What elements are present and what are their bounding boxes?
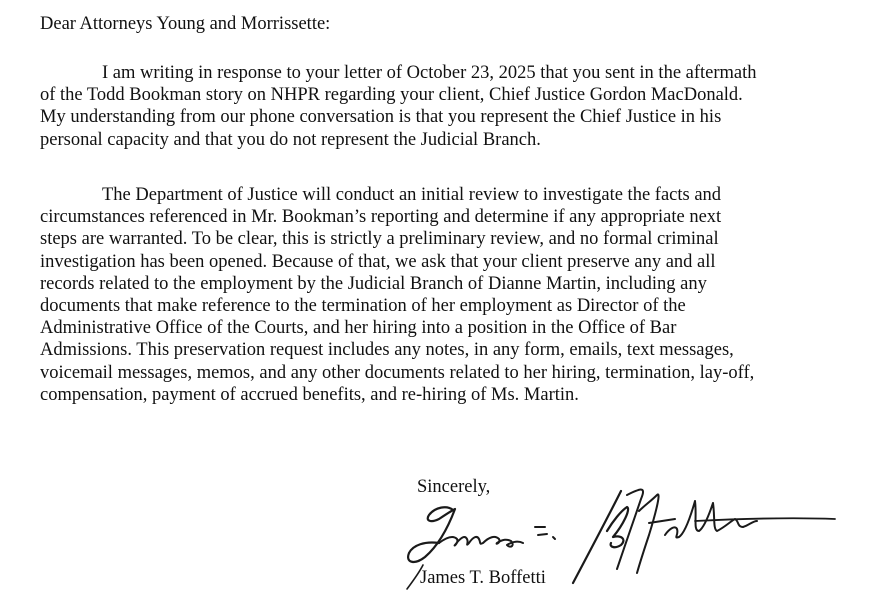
paragraph-1-line-2: of the Todd Bookman story on NHPR regarding your client, Chief Justice Gordon MacDonald. xyxy=(40,85,743,106)
closing: Sincerely, xyxy=(417,477,491,497)
paragraph-2 xyxy=(40,184,860,406)
paragraph-2-line-6: documents that make reference to the termination of her employment as Director of the xyxy=(40,296,686,317)
paragraph-2-line-4: investigation has been opened. Because of that, we ask that your client preserve any and all xyxy=(40,251,716,272)
signature-stroke-ames xyxy=(439,537,523,547)
paragraph-1-line-1: I am writing in response to your letter of October 23, 2025 that you sent in the aftermath xyxy=(102,63,757,83)
signature-stroke-ffetti xyxy=(617,490,757,574)
paragraph-2-line-1: The Department of Justice will conduct an initial review to investigate the facts and xyxy=(102,185,722,205)
paragraph-2-line-7: Administrative Office of the Courts, and her hiring into a position in the Office of Bar xyxy=(40,318,677,339)
signature-stroke-j xyxy=(408,507,455,562)
paragraph-1-line-3: My understanding from our phone conversation is that you represent the Chief Justice in his xyxy=(40,107,722,128)
signature-stroke-underline xyxy=(695,518,835,521)
paragraph-1-line-4: personal capacity and that you do not represent the Judicial Branch. xyxy=(40,129,541,150)
salutation: Dear Attorneys Young and Morrissette: xyxy=(40,14,331,34)
paragraph-2-line-5: records related to the employment by the Judicial Branch of Dianne Martin, including any xyxy=(40,273,707,294)
paragraph-2-line-3: steps are warranted. To be clear, this is strictly a preliminary review, and no formal criminal xyxy=(40,229,719,250)
paragraph-2-line-8: Admissions. This preservation request includes any notes, in any form, emails, text messages, xyxy=(40,340,734,361)
paragraph-2-line-9: voicemail messages, memos, and any other documents related to her hiring, termination, lay-off, xyxy=(40,362,755,383)
paragraph-2-line-2: circumstances referenced in Mr. Bookman’s reporting and determine if any appropriate next xyxy=(40,207,722,228)
signature-stroke-dots xyxy=(535,527,555,539)
signer-name: James T. Boffetti xyxy=(420,568,546,588)
paragraph-1 xyxy=(40,62,860,151)
paragraph-2-line-10: compensation, payment of accrued benefits, and re-hiring of Ms. Martin. xyxy=(40,384,579,405)
